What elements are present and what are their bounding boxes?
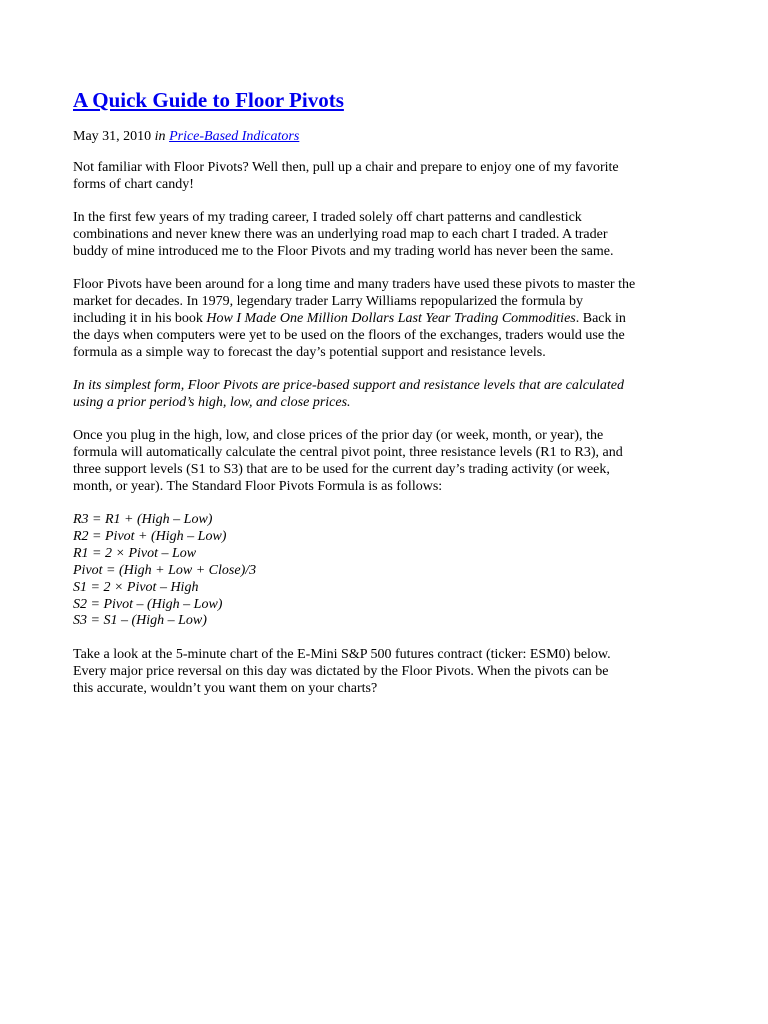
article-title-link[interactable]: A Quick Guide to Floor Pivots <box>73 88 344 112</box>
category-link[interactable] <box>169 129 299 144</box>
paragraph-1-line-2: forms of chart candy! <box>73 177 194 192</box>
paragraph-5-line-4: month, or year). The Standard Floor Pivots Formula is as follows: <box>73 479 443 494</box>
formula-s2: S2 = Pivot – (High – Low) <box>73 596 223 612</box>
paragraph-3 <box>73 276 713 361</box>
formula-s1: S1 = 2 × Pivot – High <box>73 579 199 595</box>
paragraph-3-line-5: formula as a simple way to forecast the day’s potential support and resistance levels. <box>73 345 546 360</box>
p3-suffix: . Back in <box>575 311 626 326</box>
pivot-formula-list <box>73 512 713 630</box>
formula-s3: S3 = S1 – (High – Low) <box>73 613 207 629</box>
article-meta <box>73 128 713 145</box>
paragraph-5-line-3: three support levels (S1 to S3) that are to be used for the current day’s trading activity (or week, <box>73 462 610 477</box>
paragraph-3-line-2: market for decades. In 1979, legendary trader Larry Williams repopularized the formula by <box>73 294 583 309</box>
paragraph-5-line-2: formula will automatically calculate the central pivot point, three resistance levels (R1 to R3), and <box>73 445 623 460</box>
paragraph-2 <box>73 209 713 260</box>
paragraph-2-line-3: buddy of mine introduced me to the Floor Pivots and my trading world has never been the same. <box>73 244 614 259</box>
formula-r1: R1 = 2 × Pivot – Low <box>73 545 197 561</box>
article <box>73 86 713 697</box>
formula-r3: R3 = R1 + (High – Low) <box>73 512 213 527</box>
paragraph-5 <box>73 427 713 495</box>
paragraph-4-line-2: using a prior period’s high, low, and close prices. <box>73 395 351 410</box>
paragraph-4-definition <box>73 377 713 411</box>
paragraph-1 <box>73 159 713 193</box>
category-label: Price-Based Indicators <box>169 129 300 144</box>
paragraph-5-line-1: Once you plug in the high, low, and close prices of the prior day (or week, month, or year), the <box>73 428 604 443</box>
paragraph-4-line-1: In its simplest form, Floor Pivots are price-based support and resistance levels that are calculated <box>73 378 624 393</box>
formula-r2: R2 = Pivot + (High – Low) <box>73 528 227 544</box>
formula-pivot: Pivot = (High + Low + Close)/3 <box>73 562 257 578</box>
article-title <box>73 86 713 114</box>
paragraph-6-line-3: this accurate, wouldn’t you want them on your charts? <box>73 681 378 697</box>
paragraph-6-line-1: Take a look at the 5-minute chart of the E-Mini S&P 500 futures contract (ticker: ESM0) below. <box>73 647 611 663</box>
paragraph-6-line-2: Every major price reversal on this day was dictated by the Floor Pivots. When the pivots can be <box>73 664 609 680</box>
category <box>169 129 299 144</box>
paragraph-3-line-3 <box>73 310 713 327</box>
paragraph-3-line-4: the days when computers were yet to be used on the floors of the exchanges, traders would use the <box>73 328 625 343</box>
paragraph-6 <box>73 646 713 697</box>
p3-prefix: including it in his book <box>73 311 207 326</box>
paragraph-2-line-1: In the first few years of my trading career, I traded solely off chart patterns and candlestick <box>73 210 582 225</box>
book-title: How I Made One Million Dollars Last Year Trading Commodities <box>206 311 576 326</box>
paragraph-2-line-2: combinations and never knew there was an underlying road map to each chart I traded. A trader <box>73 227 608 242</box>
article-date: May 31, 2010 <box>73 129 152 144</box>
paragraph-1-line-1: Not familiar with Floor Pivots? Well then, pull up a chair and prepare to enjoy one of my favorite <box>73 160 619 175</box>
paragraph-3-line-1: Floor Pivots have been around for a long time and many traders have used these pivots to master the <box>73 277 636 292</box>
meta-in-word: in <box>154 129 166 144</box>
